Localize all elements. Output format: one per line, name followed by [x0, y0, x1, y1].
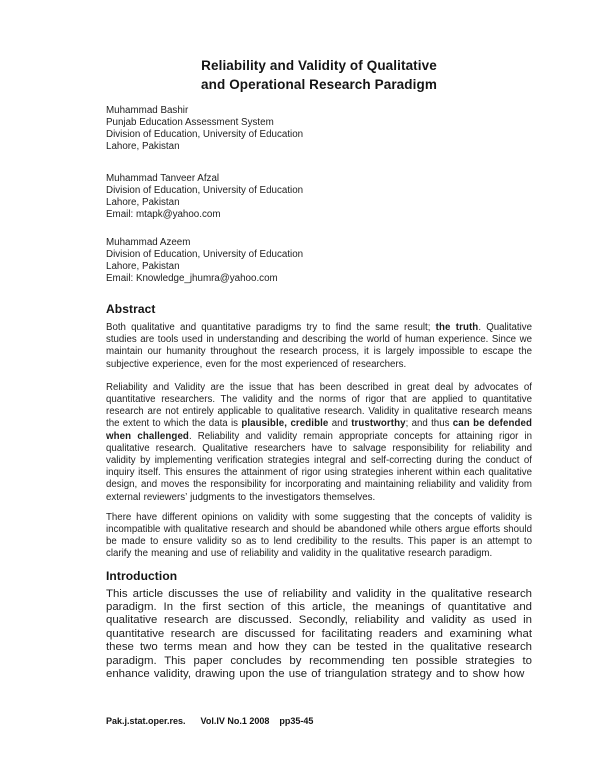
author-block-azeem [106, 237, 532, 285]
page-content [106, 0, 532, 682]
paper-title-line-2: and Operational Research Paradigm [201, 77, 437, 92]
author-affiliation-line: Division of Education, University of Education [106, 249, 304, 260]
author-affiliation-line: Lahore, Pakistan [106, 141, 180, 152]
footer-page-range: pp35-45 [279, 716, 314, 726]
abstract-paragraph-1: Both qualitative and quantitative paradigms try to find the same result; the truth. Qualitative studies are tools used in understanding and describing the world of human experience. Since we maintain our humanity throughout the research process, it is largely impossible to escape the subjective experience, even for the most experienced of researchers. [106, 322, 532, 370]
author-affiliation-line: Division of Education, University of Education [106, 185, 304, 196]
paper-title [106, 56, 532, 94]
footer-journal-name: Pak.j.stat.oper.res. [106, 716, 186, 726]
abstract-heading: Abstract [106, 302, 156, 316]
paper-title-line-1: Reliability and Validity of Qualitative [201, 58, 437, 73]
abstract-paragraph-3: There have different opinions on validity with some suggesting that the concepts of validity is incompatible with qualitative research and should be abandoned while others argue efforts should be made to ensure validity so as to lend credibility to the results. This paper is an attempt to clarify the meaning and use of reliability and validity in the qualitative research paradigm. [106, 511, 532, 560]
author-email: Email: mtapk@yahoo.com [106, 209, 221, 220]
author-affiliation-line: Lahore, Pakistan [106, 261, 180, 272]
author-block-bashir [106, 105, 532, 153]
author-email: Email: Knowledge_jhumra@yahoo.com [106, 273, 278, 284]
author-name: Muhammad Tanveer Afzal [106, 173, 220, 184]
author-block-afzal [106, 173, 532, 221]
author-affiliation-line: Lahore, Pakistan [106, 197, 180, 208]
footer-volume-issue: Vol.IV No.1 2008 [200, 716, 270, 726]
introduction-paragraph: This article discusses the use of reliability and validity in the qualitative research paradigm. In the first section of this article, the meanings of quantitative and qualitative research are discussed. Secondly, reliability and validity as used in quantitative research are discussed for facilitating readers and examining what these two terms mean and how they can be tested in the qualitative research paradigm. This paper concludes by recommending ten possible strategies to enhance validity, drawing upon the use of triangulation strategy and to show how [106, 587, 532, 681]
author-name: Muhammad Azeem [106, 237, 191, 248]
author-name: Muhammad Bashir [106, 105, 189, 116]
page-footer [106, 716, 313, 726]
author-affiliation-line: Division of Education, University of Education [106, 129, 304, 140]
introduction-heading: Introduction [106, 568, 178, 583]
author-affiliation-line: Punjab Education Assessment System [106, 117, 274, 128]
abstract-paragraph-2: Reliability and Validity are the issue that has been described in great deal by advocates of quantitative researchers. The validity and the norms of rigor that are applied to quantitative research are not entirely applicable to qualitative research. Validity in qualitative research means the extent to which the data is plausible, credible and trustworthy; and thus can be defended when challenged. Reliability and validity remain appropriate concepts for attaining rigor in qualitative research. Qualitative researchers have to salvage responsibility for reliability and validity by implementing verification strategies integral and self-correcting during the conduct of inquiry itself. This ensures the attainment of rigor using strategies inherent within each qualitative design, and moves the responsibility for incorporating and maintaining reliability and validity from external reviewers’ judgments to the investigators themselves. [106, 381, 532, 503]
